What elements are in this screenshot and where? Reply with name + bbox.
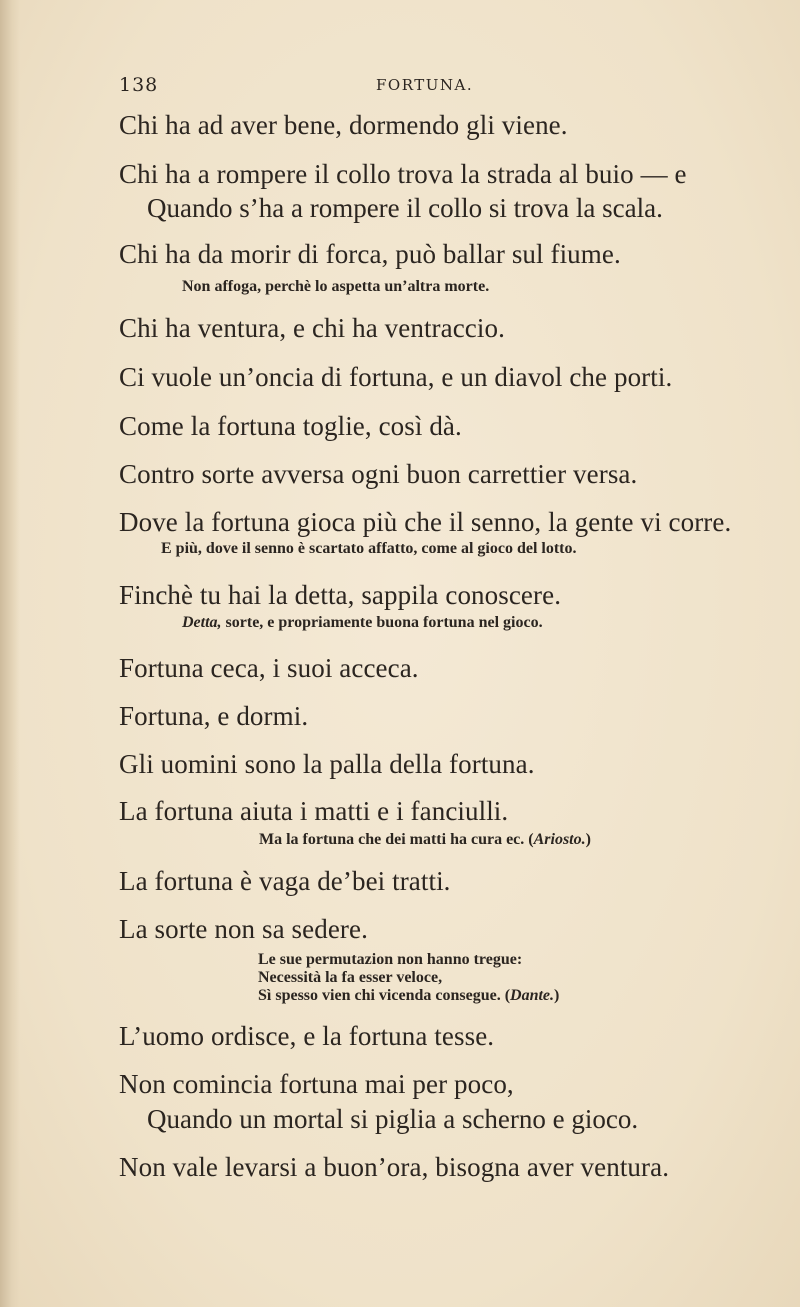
proverb-line: Fortuna ceca, i suoi acceca. — [119, 653, 419, 683]
proverb-note — [258, 987, 559, 1005]
proverb-line: Chi ha da morir di forca, può ballar sul fiume. — [119, 239, 621, 269]
proverb-note: E più, dove il senno è scartato affatto, come al gioco del lotto. — [161, 540, 577, 557]
proverb-note — [182, 614, 543, 632]
note-text: ) — [585, 831, 591, 848]
note-italic-author: Dante. — [510, 987, 555, 1004]
proverb-line: Non comincia fortuna mai per poco, — [119, 1069, 514, 1099]
note-italic-author: Ariosto. — [533, 831, 586, 848]
page-spine-shadow — [0, 0, 20, 1307]
proverb-line: La fortuna aiuta i matti e i fanciulli. — [119, 796, 509, 826]
proverb-line: L’uomo ordisce, e la fortuna tesse. — [119, 1021, 495, 1051]
proverb-line: Fortuna, e dormi. — [119, 701, 309, 731]
note-text: Ma la fortuna che dei matti ha cura ec. ( — [259, 831, 534, 848]
proverb-line: Ci vuole un’oncia di fortuna, e un diavol che porti. — [119, 362, 673, 392]
proverb-continuation: Quando s’ha a rompere il collo si trova la scala. — [147, 193, 663, 223]
proverb-line: Chi ha a rompere il collo trova la strada al buio — e — [119, 159, 687, 189]
proverb-line: Chi ha ad aver bene, dormendo gli viene. — [119, 110, 568, 140]
proverb-line: Dove la fortuna gioca più che il senno, la gente vi corre. — [119, 507, 732, 537]
proverb-line: La sorte non sa sedere. — [119, 914, 368, 944]
note-text: ) — [554, 987, 560, 1004]
proverb-line: Finchè tu hai la detta, sappila conoscere. — [119, 580, 562, 610]
proverb-line: Non vale levarsi a buon’ora, bisogna aver ventura. — [119, 1152, 670, 1182]
proverb-note: Non affoga, perchè lo aspetta un’altra morte. — [182, 278, 490, 295]
proverb-line: Come la fortuna toglie, così dà. — [119, 411, 462, 441]
proverb-line: Contro sorte avversa ogni buon carrettier versa. — [119, 459, 638, 489]
proverb-line: La fortuna è vaga de’bei tratti. — [119, 866, 451, 896]
proverb-note: Le sue permutazion non hanno tregue: — [258, 951, 523, 968]
note-italic-term: Detta, — [182, 614, 222, 631]
proverb-line: Gli uomini sono la palla della fortuna. — [119, 749, 535, 779]
page-number: 138 — [119, 74, 159, 96]
running-head: FORTUNA. — [376, 76, 474, 94]
note-text: sorte, e propriamente buona fortuna nel gioco. — [221, 614, 543, 631]
note-text: Sì spesso vien chi vicenda consegue. ( — [258, 987, 511, 1004]
proverb-continuation: Quando un mortal si piglia a scherno e gioco. — [147, 1104, 639, 1134]
proverb-note: Necessità la fa esser veloce, — [258, 969, 443, 986]
proverb-line: Chi ha ventura, e chi ha ventraccio. — [119, 313, 505, 343]
proverb-note — [259, 831, 591, 849]
page-header — [0, 74, 800, 100]
